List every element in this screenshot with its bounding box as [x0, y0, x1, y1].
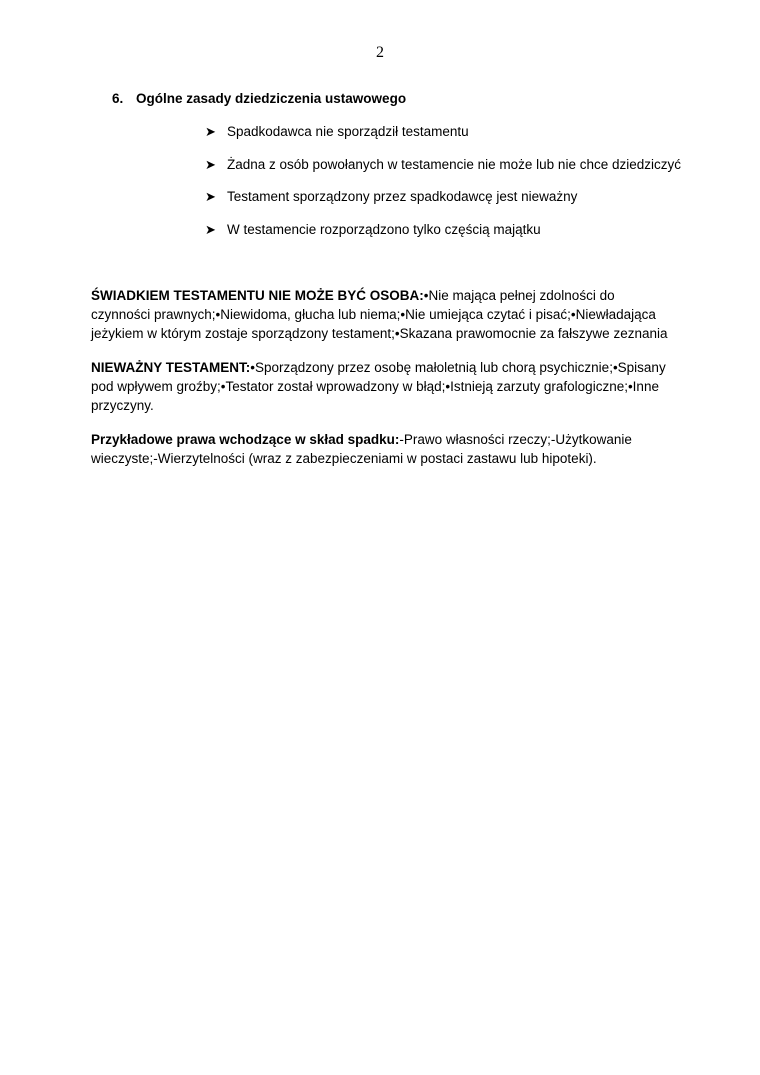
- section-heading: [112, 91, 406, 106]
- paragraph-label: ŚWIADKIEM TESTAMENTU NIE MOŻE BYĆ OSOBA:: [91, 288, 424, 303]
- list-item-text: W testamencie rozporządzono tylko częścią majątku: [227, 221, 541, 237]
- list-item-text: Testament sporządzony przez spadkodawcę jest nieważny: [227, 189, 578, 204]
- paragraph-text: •Sporządzony przez osobę małoletnią lub chorą psychicznie;•Spisany pod wpływem groźby;•Testator został wprowadzony w błąd;•Istnieją zarzuty grafologiczne;•Inne przyczyny.: [91, 360, 666, 413]
- arrowhead-bullet-icon: ➤: [205, 189, 216, 204]
- paragraph-label: Przykładowe prawa wchodzące w skład spadku:: [91, 432, 400, 447]
- arrowhead-bullet-icon: ➤: [205, 124, 216, 139]
- list-item-text: Żadna z osób powołanych w testamencie nie może lub nie chce dziedziczyć: [227, 156, 681, 172]
- list-item: [205, 123, 681, 156]
- paragraph-invalid-testament: [91, 358, 671, 415]
- section-title: Ogólne zasady dziedziczenia ustawowego: [136, 91, 407, 106]
- arrowhead-bullet-icon: ➤: [205, 156, 216, 172]
- list-item: [205, 156, 681, 189]
- list-item: [205, 221, 681, 254]
- list-item: [205, 188, 681, 221]
- paragraph-witness-restrictions: [91, 286, 671, 343]
- paragraph-text: -Prawo własności rzeczy;-Użytkowanie wieczyste;-Wierzytelności (wraz z zabezpieczeniami w postaci zastawu lub hipoteki).: [91, 432, 632, 466]
- section-number: 6.: [112, 91, 124, 106]
- page-number: 2: [376, 44, 384, 61]
- list-item-text: Spadkodawca nie sporządził testamentu: [227, 124, 469, 139]
- paragraph-text: •Nie mająca pełnej zdolności do czynności prawnych;•Niewidoma, głucha lub niema;•Nie umiejąca czytać i pisać;•Niewładająca jeżykiem w którym zostaje sporządzony testament;•Skazana prawomocnie za fałszywe zeznania: [91, 288, 668, 341]
- arrowhead-bullet-icon: ➤: [205, 221, 216, 237]
- paragraph-label: NIEWAŻNY TESTAMENT:: [91, 360, 251, 375]
- paragraph-inheritance-rights: [91, 430, 671, 468]
- bullet-list: [205, 123, 681, 253]
